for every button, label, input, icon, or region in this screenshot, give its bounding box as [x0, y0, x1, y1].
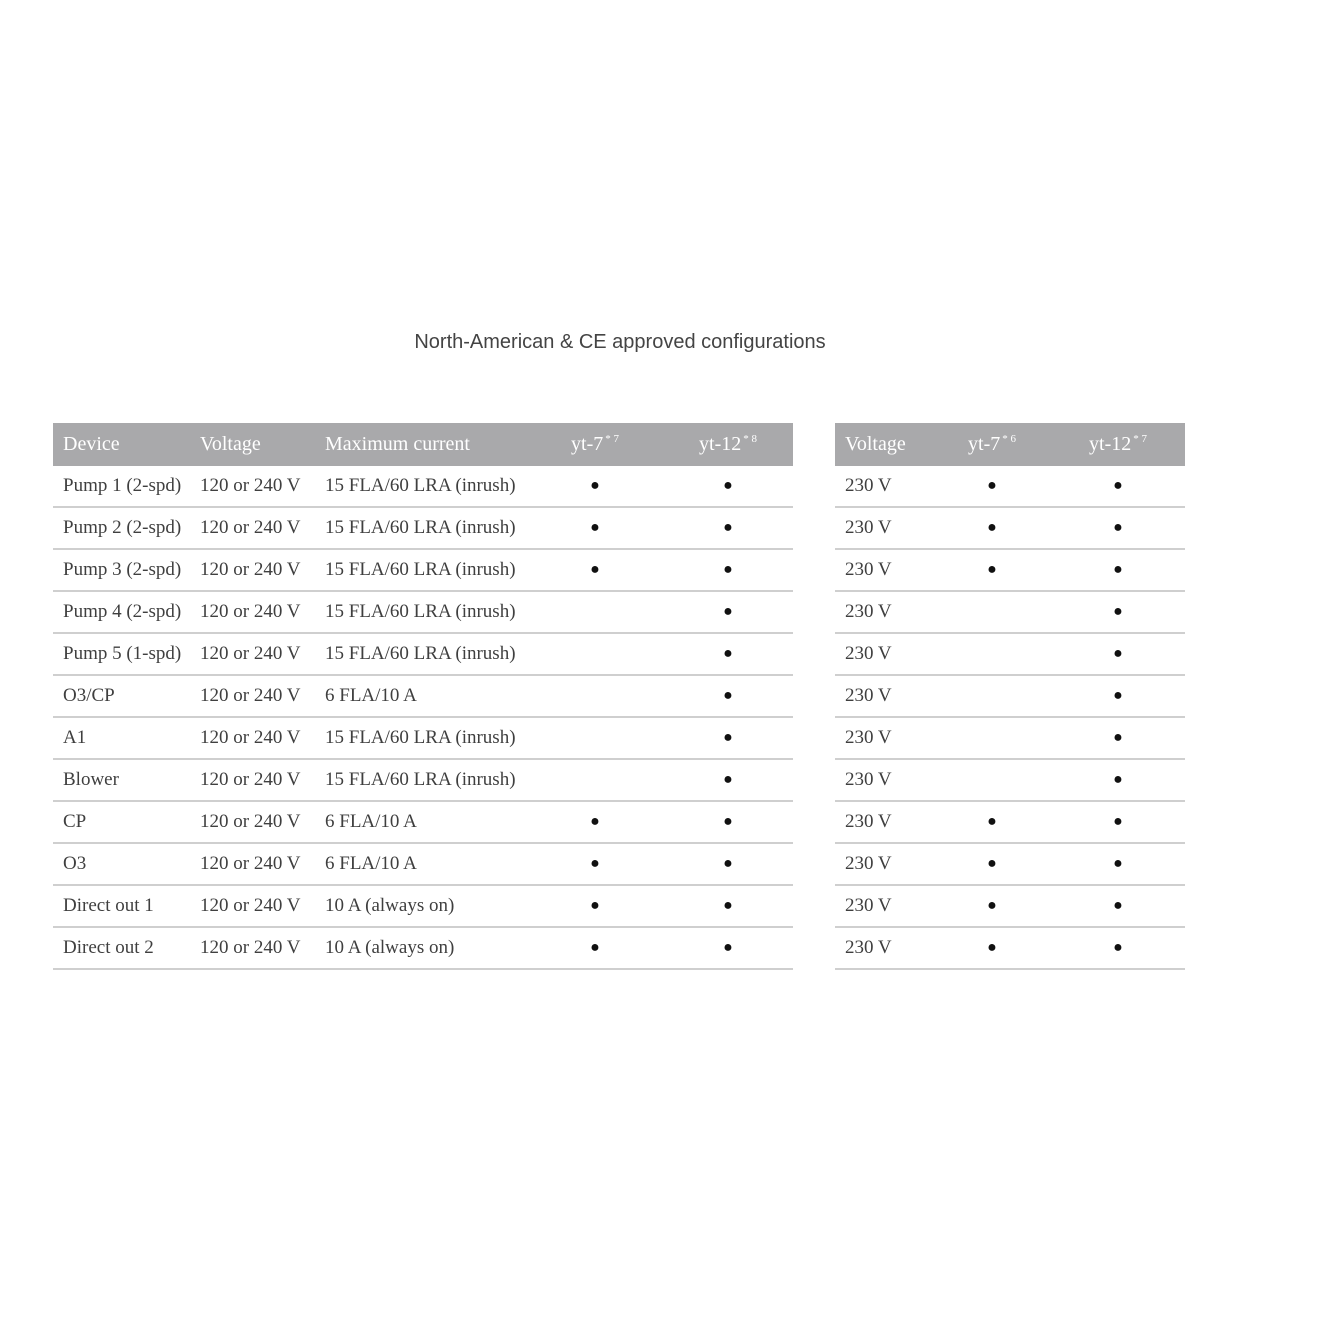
- cell-voltage: 230 V: [835, 885, 933, 927]
- cell-yt7-dot: [527, 633, 663, 675]
- table-row: [835, 843, 1185, 885]
- cell-maximum-current: 10 A (always on): [315, 885, 527, 927]
- cell-voltage: 120 or 240 V: [190, 466, 315, 507]
- cell-yt12-dot: ●: [1051, 717, 1185, 759]
- cell-voltage: 120 or 240 V: [190, 885, 315, 927]
- header-maximum-current: Maximum current: [315, 423, 527, 466]
- table-row: [835, 591, 1185, 633]
- cell-yt12-dot: ●: [1051, 633, 1185, 675]
- cell-yt7-dot: ●: [933, 801, 1051, 843]
- cell-yt12-dot: ●: [663, 675, 793, 717]
- header-yt12-label: yt-12: [1089, 433, 1132, 455]
- table-row: [53, 549, 793, 591]
- cell-maximum-current: 15 FLA/60 LRA (inrush): [315, 466, 527, 507]
- cell-device: Blower: [53, 759, 190, 801]
- cell-voltage: 120 or 240 V: [190, 549, 315, 591]
- cell-device: Pump 2 (2-spd): [53, 507, 190, 549]
- header-yt12-footnote: * 8: [743, 433, 757, 445]
- cell-voltage: 230 V: [835, 927, 933, 969]
- table-row: [53, 633, 793, 675]
- cell-maximum-current: 6 FLA/10 A: [315, 801, 527, 843]
- table-row: [835, 801, 1185, 843]
- cell-device: Direct out 1: [53, 885, 190, 927]
- cell-maximum-current: 6 FLA/10 A: [315, 675, 527, 717]
- cell-yt7-dot: [933, 717, 1051, 759]
- cell-yt12-dot: ●: [663, 717, 793, 759]
- cell-yt7-dot: [933, 675, 1051, 717]
- cell-yt12-dot: ●: [1051, 885, 1185, 927]
- cell-voltage: 230 V: [835, 633, 933, 675]
- header-yt7-footnote: * 7: [605, 433, 619, 445]
- cell-yt7-dot: ●: [527, 466, 663, 507]
- cell-maximum-current: 10 A (always on): [315, 927, 527, 969]
- cell-yt12-dot: ●: [663, 885, 793, 927]
- cell-voltage: 120 or 240 V: [190, 633, 315, 675]
- table-row: [835, 549, 1185, 591]
- cell-maximum-current: 15 FLA/60 LRA (inrush): [315, 717, 527, 759]
- cell-yt7-dot: ●: [933, 507, 1051, 549]
- header-yt12: [663, 423, 793, 466]
- cell-maximum-current: 15 FLA/60 LRA (inrush): [315, 591, 527, 633]
- cell-device: CP: [53, 801, 190, 843]
- table-row: [835, 717, 1185, 759]
- header-yt12: [1051, 423, 1185, 466]
- table-row: [53, 675, 793, 717]
- cell-maximum-current: 15 FLA/60 LRA (inrush): [315, 549, 527, 591]
- cell-voltage: 120 or 240 V: [190, 927, 315, 969]
- table-row: [53, 507, 793, 549]
- cell-yt12-dot: ●: [663, 843, 793, 885]
- cell-voltage: 120 or 240 V: [190, 675, 315, 717]
- table-row: [835, 759, 1185, 801]
- cell-maximum-current: 6 FLA/10 A: [315, 843, 527, 885]
- cell-voltage: 230 V: [835, 466, 933, 507]
- cell-device: Pump 3 (2-spd): [53, 549, 190, 591]
- cell-voltage: 120 or 240 V: [190, 843, 315, 885]
- cell-yt7-dot: [527, 717, 663, 759]
- table-row: [835, 466, 1185, 507]
- cell-yt7-dot: ●: [527, 801, 663, 843]
- cell-yt7-dot: [527, 675, 663, 717]
- table-header-row: [835, 423, 1185, 466]
- header-yt7: [527, 423, 663, 466]
- cell-yt12-dot: ●: [663, 591, 793, 633]
- cell-voltage: 120 or 240 V: [190, 507, 315, 549]
- cell-yt7-dot: ●: [527, 549, 663, 591]
- table-row: [835, 927, 1185, 969]
- table-row: [53, 927, 793, 969]
- cell-voltage: 230 V: [835, 591, 933, 633]
- cell-yt12-dot: ●: [1051, 591, 1185, 633]
- table-row: [53, 591, 793, 633]
- cell-yt12-dot: ●: [1051, 675, 1185, 717]
- cell-device: Pump 4 (2-spd): [53, 591, 190, 633]
- cell-device: A1: [53, 717, 190, 759]
- cell-yt12-dot: ●: [1051, 843, 1185, 885]
- table-row: [53, 759, 793, 801]
- cell-yt12-dot: ●: [1051, 507, 1185, 549]
- cell-yt7-dot: [933, 633, 1051, 675]
- table-row: [835, 507, 1185, 549]
- cell-device: Pump 1 (2-spd): [53, 466, 190, 507]
- cell-voltage: 120 or 240 V: [190, 801, 315, 843]
- cell-voltage: 230 V: [835, 843, 933, 885]
- header-yt12-label: yt-12: [699, 433, 742, 455]
- cell-maximum-current: 15 FLA/60 LRA (inrush): [315, 507, 527, 549]
- cell-yt7-dot: ●: [933, 927, 1051, 969]
- cell-device: Direct out 2: [53, 927, 190, 969]
- cell-yt12-dot: ●: [1051, 927, 1185, 969]
- cell-voltage: 230 V: [835, 801, 933, 843]
- table-row: [53, 843, 793, 885]
- cell-device: O3: [53, 843, 190, 885]
- cell-yt7-dot: ●: [933, 843, 1051, 885]
- header-voltage: Voltage: [835, 423, 933, 466]
- header-voltage: Voltage: [190, 423, 315, 466]
- header-device: Device: [53, 423, 190, 466]
- cell-device: O3/CP: [53, 675, 190, 717]
- table-row: [835, 885, 1185, 927]
- table-row: [53, 717, 793, 759]
- cell-yt12-dot: ●: [663, 633, 793, 675]
- cell-yt12-dot: ●: [663, 927, 793, 969]
- cell-voltage: 230 V: [835, 759, 933, 801]
- cell-voltage: 230 V: [835, 717, 933, 759]
- cell-yt12-dot: ●: [1051, 466, 1185, 507]
- cell-device: Pump 5 (1-spd): [53, 633, 190, 675]
- header-yt7-label: yt-7: [571, 433, 604, 455]
- page-title: North-American & CE approved configurations: [414, 331, 826, 353]
- cell-voltage: 120 or 240 V: [190, 759, 315, 801]
- cell-voltage: 230 V: [835, 507, 933, 549]
- north-american-config-table: [53, 423, 793, 970]
- cell-yt12-dot: ●: [1051, 759, 1185, 801]
- cell-yt7-dot: [933, 591, 1051, 633]
- cell-yt7-dot: ●: [933, 466, 1051, 507]
- table-row: [53, 801, 793, 843]
- cell-yt12-dot: ●: [663, 549, 793, 591]
- header-yt7-footnote: * 6: [1002, 433, 1016, 445]
- cell-yt7-dot: [527, 759, 663, 801]
- cell-yt12-dot: ●: [663, 507, 793, 549]
- table-row: [835, 675, 1185, 717]
- cell-yt12-dot: ●: [1051, 801, 1185, 843]
- cell-maximum-current: 15 FLA/60 LRA (inrush): [315, 633, 527, 675]
- table-header-row: [53, 423, 793, 466]
- cell-voltage: 120 or 240 V: [190, 591, 315, 633]
- header-yt7-label: yt-7: [968, 433, 1001, 455]
- cell-yt7-dot: ●: [933, 885, 1051, 927]
- header-yt7: [933, 423, 1051, 466]
- cell-yt7-dot: [933, 759, 1051, 801]
- cell-yt7-dot: ●: [527, 507, 663, 549]
- cell-yt7-dot: ●: [527, 885, 663, 927]
- table-row: [53, 885, 793, 927]
- cell-yt7-dot: [527, 591, 663, 633]
- cell-yt12-dot: ●: [1051, 549, 1185, 591]
- cell-yt7-dot: ●: [933, 549, 1051, 591]
- cell-maximum-current: 15 FLA/60 LRA (inrush): [315, 759, 527, 801]
- table-row: [835, 633, 1185, 675]
- cell-yt12-dot: ●: [663, 759, 793, 801]
- cell-voltage: 120 or 240 V: [190, 717, 315, 759]
- cell-voltage: 230 V: [835, 549, 933, 591]
- header-yt12-footnote: * 7: [1133, 433, 1147, 445]
- ce-config-table: [835, 423, 1185, 970]
- table-row: [53, 466, 793, 507]
- cell-voltage: 230 V: [835, 675, 933, 717]
- cell-yt7-dot: ●: [527, 927, 663, 969]
- cell-yt12-dot: ●: [663, 466, 793, 507]
- cell-yt7-dot: ●: [527, 843, 663, 885]
- cell-yt12-dot: ●: [663, 801, 793, 843]
